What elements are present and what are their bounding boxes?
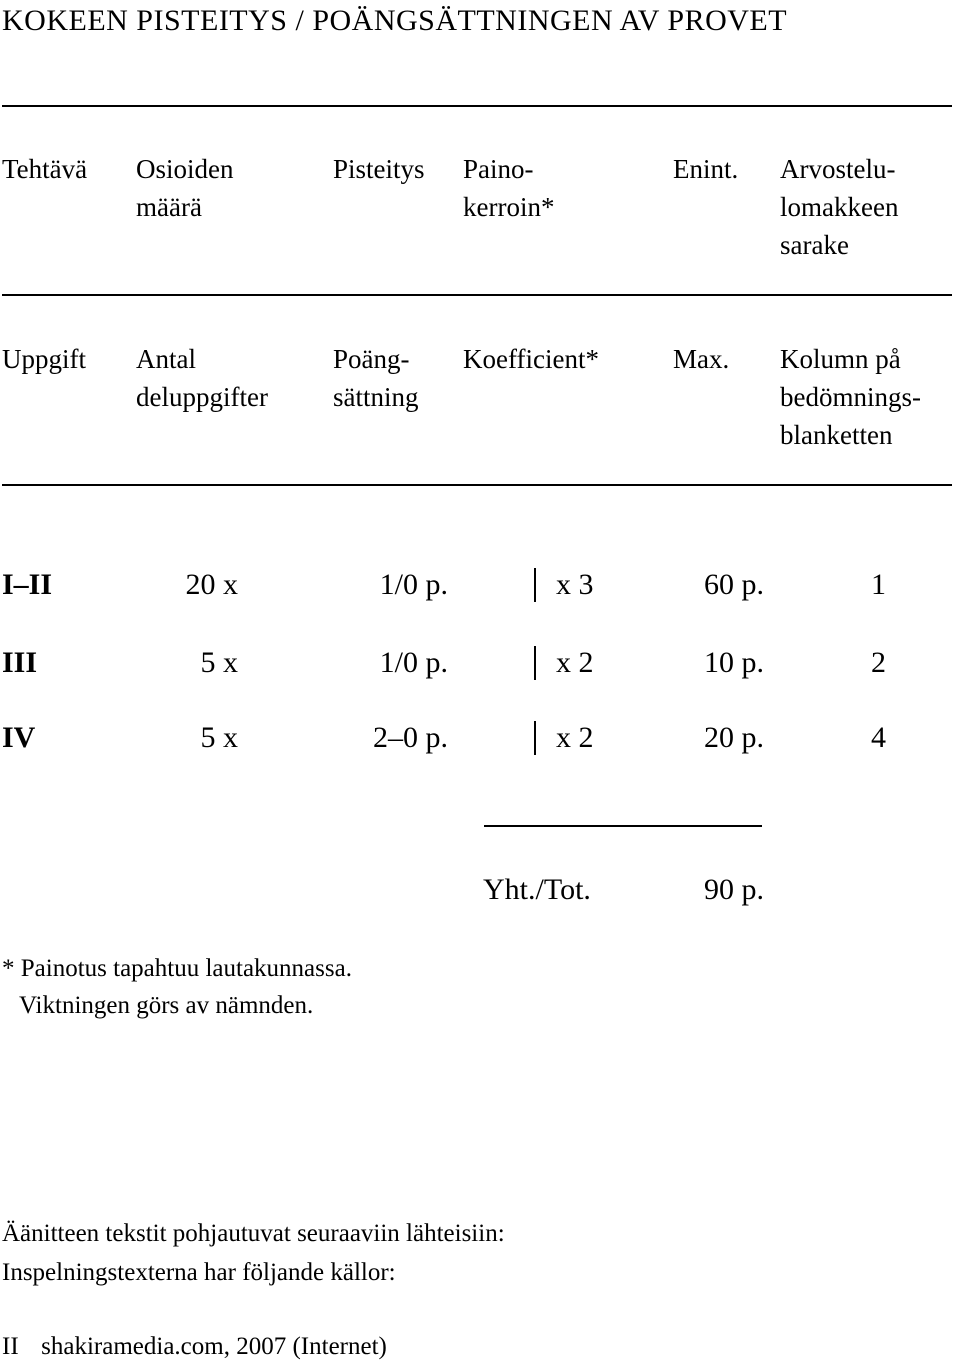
divider — [2, 294, 952, 296]
row-separator — [534, 721, 536, 755]
header-parts-line2: deluppgifter — [136, 382, 268, 412]
row-scoring: 2–0 p. — [373, 721, 448, 754]
header-column-line2: bedömnings- — [780, 382, 921, 412]
header-column-line3: blanketten — [780, 420, 893, 450]
row-separator — [534, 568, 536, 602]
footnote-swedish: Viktningen görs av nämnden. — [19, 992, 314, 1019]
source-ref: II — [2, 1333, 19, 1360]
header-column-line2: lomakkeen — [780, 192, 899, 222]
row-weight: x 2 — [556, 721, 594, 754]
source-item — [2, 1328, 387, 1366]
row-count: 5 x — [200, 646, 238, 679]
row-scoring: 1/0 p. — [379, 646, 448, 679]
header-max: Max. — [673, 344, 730, 374]
row-max: 10 p. — [704, 646, 764, 679]
header-task: Uppgift — [2, 344, 86, 374]
row-task: I–II — [2, 568, 53, 601]
row-separator — [534, 646, 536, 680]
header-parts-line1: Osioiden — [136, 154, 234, 184]
header-parts-line1: Antal — [136, 344, 196, 374]
divider — [2, 105, 952, 107]
row-task: IV — [2, 721, 36, 754]
header-max: Enint. — [673, 154, 739, 184]
source-text: shakiramedia.com, 2007 (Internet) — [41, 1333, 387, 1360]
row-max: 60 p. — [704, 568, 764, 601]
sources-intro-finnish: Äänitteen tekstit pohjautuvat seuraaviin lähteisiin: — [2, 1220, 505, 1247]
header-scoring: Pisteitys — [333, 154, 425, 184]
header-column-line3: sarake — [780, 230, 849, 260]
header-weight-line1: Paino- — [463, 154, 534, 184]
header-task: Tehtävä — [2, 154, 88, 184]
row-column: 1 — [871, 568, 886, 601]
header-column-line1: Arvostelu- — [780, 154, 896, 184]
row-weight: x 3 — [556, 568, 594, 601]
row-task: III — [2, 646, 38, 679]
total-divider — [484, 825, 762, 827]
header-weight-line2: kerroin* — [463, 192, 555, 222]
row-column: 2 — [871, 646, 886, 679]
row-count: 5 x — [200, 721, 238, 754]
row-count: 20 x — [185, 568, 238, 601]
page-title: KOKEEN PISTEITYS / POÄNGSÄTTNINGEN AV PROVET — [2, 4, 788, 37]
header-parts-line2: määrä — [136, 192, 202, 222]
header-column-line1: Kolumn på — [780, 344, 901, 374]
header-scoring-line1: Poäng- — [333, 344, 410, 374]
total-value: 90 p. — [704, 873, 764, 906]
header-scoring-line2: sättning — [333, 382, 419, 412]
header-weight: Koefficient* — [463, 344, 599, 374]
divider — [2, 484, 952, 486]
sources-intro-swedish: Inspelningstexterna har följande källor: — [2, 1259, 396, 1286]
total-label: Yht./Tot. — [483, 873, 591, 906]
row-scoring: 1/0 p. — [379, 568, 448, 601]
row-weight: x 2 — [556, 646, 594, 679]
footnote-finnish: * Painotus tapahtuu lautakunnassa. — [2, 955, 352, 982]
row-max: 20 p. — [704, 721, 764, 754]
row-column: 4 — [871, 721, 886, 754]
